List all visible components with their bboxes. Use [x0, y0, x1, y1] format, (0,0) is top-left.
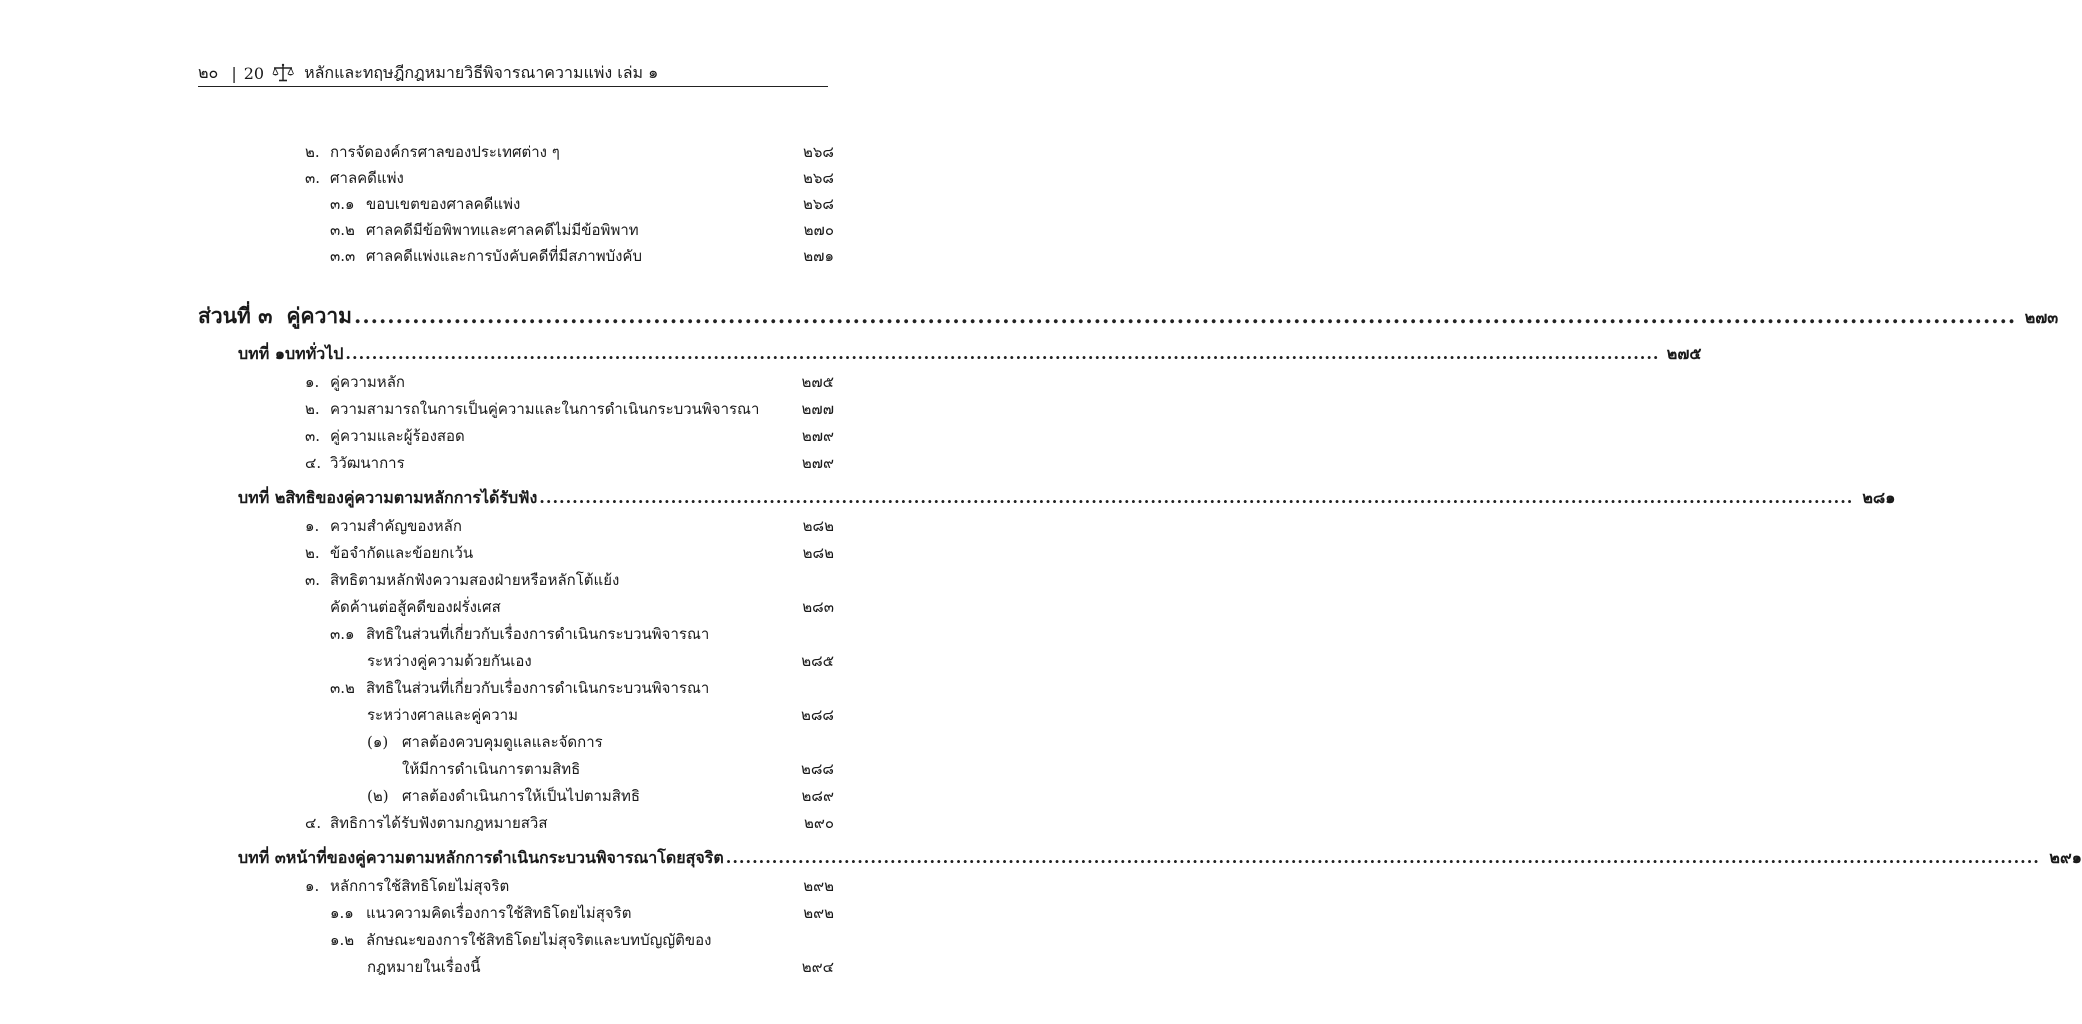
entry-text: สิทธิตามหลักฟังความสองฝ่ายหรือหลักโต้แย้ง: [330, 571, 620, 589]
toc-entry-continuation: [367, 703, 834, 727]
toc-entry: [305, 397, 834, 421]
entry-page: ๒๘๘: [800, 760, 834, 778]
entry-page: ๒๙๔: [801, 958, 834, 976]
entry-text: คู่ความและผู้ร้องสอด: [330, 427, 465, 445]
entry-number: ๑.๒: [330, 931, 355, 949]
toc-entry: [305, 514, 834, 538]
entry-text: วิวัฒนาการ: [330, 454, 405, 472]
toc-entry: [305, 424, 834, 448]
entry-text: การจัดองค์กรศาลของประเทศต่าง ๆ: [330, 143, 560, 161]
entry-number: ๓.๑: [330, 625, 355, 643]
entry-text: ความสามารถในการเป็นคู่ความและในการดำเนินกระบวนพิจารณา: [330, 400, 760, 418]
entry-text: ศาลต้องดำเนินการให้เป็นไปตามสิทธิ: [402, 787, 641, 805]
entry-text: ศาลคดีแพ่ง: [330, 169, 404, 187]
toc-entry: [330, 244, 834, 268]
toc-entry: [305, 874, 834, 898]
entry-text: สิทธิการได้รับฟังตามกฎหมายสวิส: [330, 814, 548, 832]
entry-page: ๒๖๘: [803, 195, 834, 213]
entry-number: ๓.๒: [330, 679, 355, 697]
toc-entry: [330, 192, 834, 216]
chapter-title: หน้าที่ของคู่ความตามหลักการดำเนินกระบวนพิจารณาโดยสุจริต: [285, 848, 724, 867]
entry-page: ๒๗๙: [801, 427, 834, 445]
entry-page: ๒๗๑: [803, 247, 834, 265]
entry-page: ๒๘๕: [801, 652, 834, 670]
leader-dots: ........................................................................................................................................................................................................: [345, 344, 1660, 363]
toc-entry: [367, 730, 834, 754]
toc-entry-continuation: [367, 649, 834, 673]
toc-entry: [305, 370, 834, 394]
chapter-page: ๒๙๑: [2049, 848, 2082, 867]
toc-entry-continuation: [367, 955, 834, 979]
entry-number: ๔.: [305, 814, 322, 832]
toc-entry: [305, 166, 834, 190]
entry-number: ๒.: [305, 544, 320, 562]
leader-dots: ........................................................................................................................................................................................................: [354, 303, 2017, 328]
toc-entry: [305, 451, 834, 475]
entry-text: ให้มีการดำเนินการตามสิทธิ: [402, 760, 581, 778]
entry-number: ๑.: [305, 517, 320, 535]
entry-text: ระหว่างคู่ความด้วยกันเอง: [367, 652, 532, 670]
chapter-page: ๒๘๑: [1862, 488, 1896, 507]
book-title: หลักและทฤษฎีกฎหมายวิธีพิจารณาความแพ่ง เล่ม ๑: [304, 62, 659, 82]
entry-text: ศาลคดีแพ่งและการบังคับคดีที่มีสภาพบังคับ: [366, 247, 642, 265]
entry-page: ๒๘๒: [802, 517, 834, 535]
part-title: คู่ความ: [286, 303, 353, 328]
part-page: ๒๗๓: [2024, 308, 2059, 327]
entry-page: ๒๘๒: [802, 544, 834, 562]
toc-entry: [305, 541, 834, 565]
entry-text: กฎหมายในเรื่องนี้: [367, 958, 481, 976]
entry-number: ๓.: [305, 427, 321, 445]
chapter-title: สิทธิของคู่ความตามหลักการได้รับฟัง: [285, 488, 538, 507]
toc-entry: [330, 218, 834, 242]
entry-number: ๔.: [305, 454, 322, 472]
entry-text: แนวความคิดเรื่องการใช้สิทธิโดยไม่สุจริต: [366, 904, 632, 922]
entry-number: ๓.๓: [330, 247, 356, 265]
entry-text: สิทธิในส่วนที่เกี่ยวกับเรื่องการดำเนินกระบวนพิจารณา: [366, 625, 710, 643]
entry-text: หลักการใช้สิทธิโดยไม่สุจริต: [330, 877, 510, 895]
entry-number: ๓.: [305, 169, 321, 187]
chapter-label: บทที่ ๒: [238, 488, 286, 507]
entry-number: ๑.: [305, 877, 320, 895]
entry-page: ๒๘๓: [802, 598, 834, 616]
toc-entry: [305, 811, 834, 835]
entry-page: ๒๙๒: [803, 877, 834, 895]
page-number-arabic: 20: [243, 63, 265, 83]
toc-entry-continuation: [402, 757, 834, 781]
entry-page: ๒๗๙: [801, 454, 834, 472]
toc-entry: [305, 140, 834, 164]
entry-page: ๒๗๐: [803, 221, 834, 239]
entry-page: ๒๗๕: [801, 373, 834, 391]
chapter-label: บทที่ ๑: [238, 344, 285, 363]
toc-entry: [330, 928, 834, 952]
entry-text: ศาลคดีมีข้อพิพาทและศาลคดีไม่มีข้อพิพาท: [366, 221, 639, 239]
entry-number: (๒): [367, 787, 389, 805]
entry-page: ๒๗๗: [801, 400, 834, 418]
entry-page: ๒๙๒: [803, 904, 834, 922]
entry-number: ๒.: [305, 143, 320, 161]
chapter-label: บทที่ ๓: [238, 848, 286, 867]
page-number-thai: ๒๐: [198, 62, 219, 82]
toc-entry: [367, 784, 834, 808]
toc-entry: [305, 568, 834, 592]
toc-entry: [330, 676, 834, 700]
entry-number: ๑.๑: [330, 904, 354, 922]
toc-part-heading: [198, 300, 2059, 333]
toc-entry: [330, 622, 834, 646]
entry-number: ๓.๒: [330, 221, 355, 239]
toc-chapter-heading: [238, 846, 2082, 871]
chapter-page: ๒๗๕: [1666, 344, 1702, 363]
entry-text: คัดค้านต่อสู้คดีของฝรั่งเศส: [330, 598, 501, 616]
header-separator: |: [231, 63, 237, 83]
entry-number: ๑.: [305, 373, 320, 391]
part-label: ส่วนที่ ๓: [198, 303, 273, 328]
entry-number: ๓.: [305, 571, 321, 589]
entry-text: ข้อจำกัดและข้อยกเว้น: [330, 544, 474, 562]
toc-entry: [330, 901, 834, 925]
entry-number: ๓.๑: [330, 195, 355, 213]
entry-text: ระหว่างศาลและคู่ความ: [367, 706, 519, 724]
leader-dots: ........................................................................................................................................................................................................: [725, 848, 2040, 867]
entry-page: ๒๙๐: [803, 814, 834, 832]
entry-text: ลักษณะของการใช้สิทธิโดยไม่สุจริตและบทบัญญัติของ: [366, 931, 712, 949]
entry-page: ๒๖๘: [803, 143, 834, 161]
entry-page: ๒๘๙: [801, 787, 834, 805]
toc-entry-continuation: [330, 595, 834, 619]
entry-text: ขอบเขตของศาลคดีแพ่ง: [366, 195, 521, 213]
toc-chapter-heading: [238, 486, 1896, 511]
entry-text: คู่ความหลัก: [330, 373, 405, 391]
toc-chapter-heading: [238, 342, 1702, 367]
entry-number: (๑): [367, 733, 389, 751]
leader-dots: ........................................................................................................................................................................................................: [539, 488, 1854, 507]
entry-text: ศาลต้องควบคุมดูแลและจัดการ: [402, 733, 603, 751]
entry-text: ความสำคัญของหลัก: [330, 517, 462, 535]
entry-page: ๒๖๘: [803, 169, 834, 187]
entry-text: สิทธิในส่วนที่เกี่ยวกับเรื่องการดำเนินกระบวนพิจารณา: [366, 679, 710, 697]
entry-page: ๒๘๘: [800, 706, 834, 724]
entry-number: ๒.: [305, 400, 320, 418]
chapter-title: บททั่วไป: [284, 344, 344, 363]
